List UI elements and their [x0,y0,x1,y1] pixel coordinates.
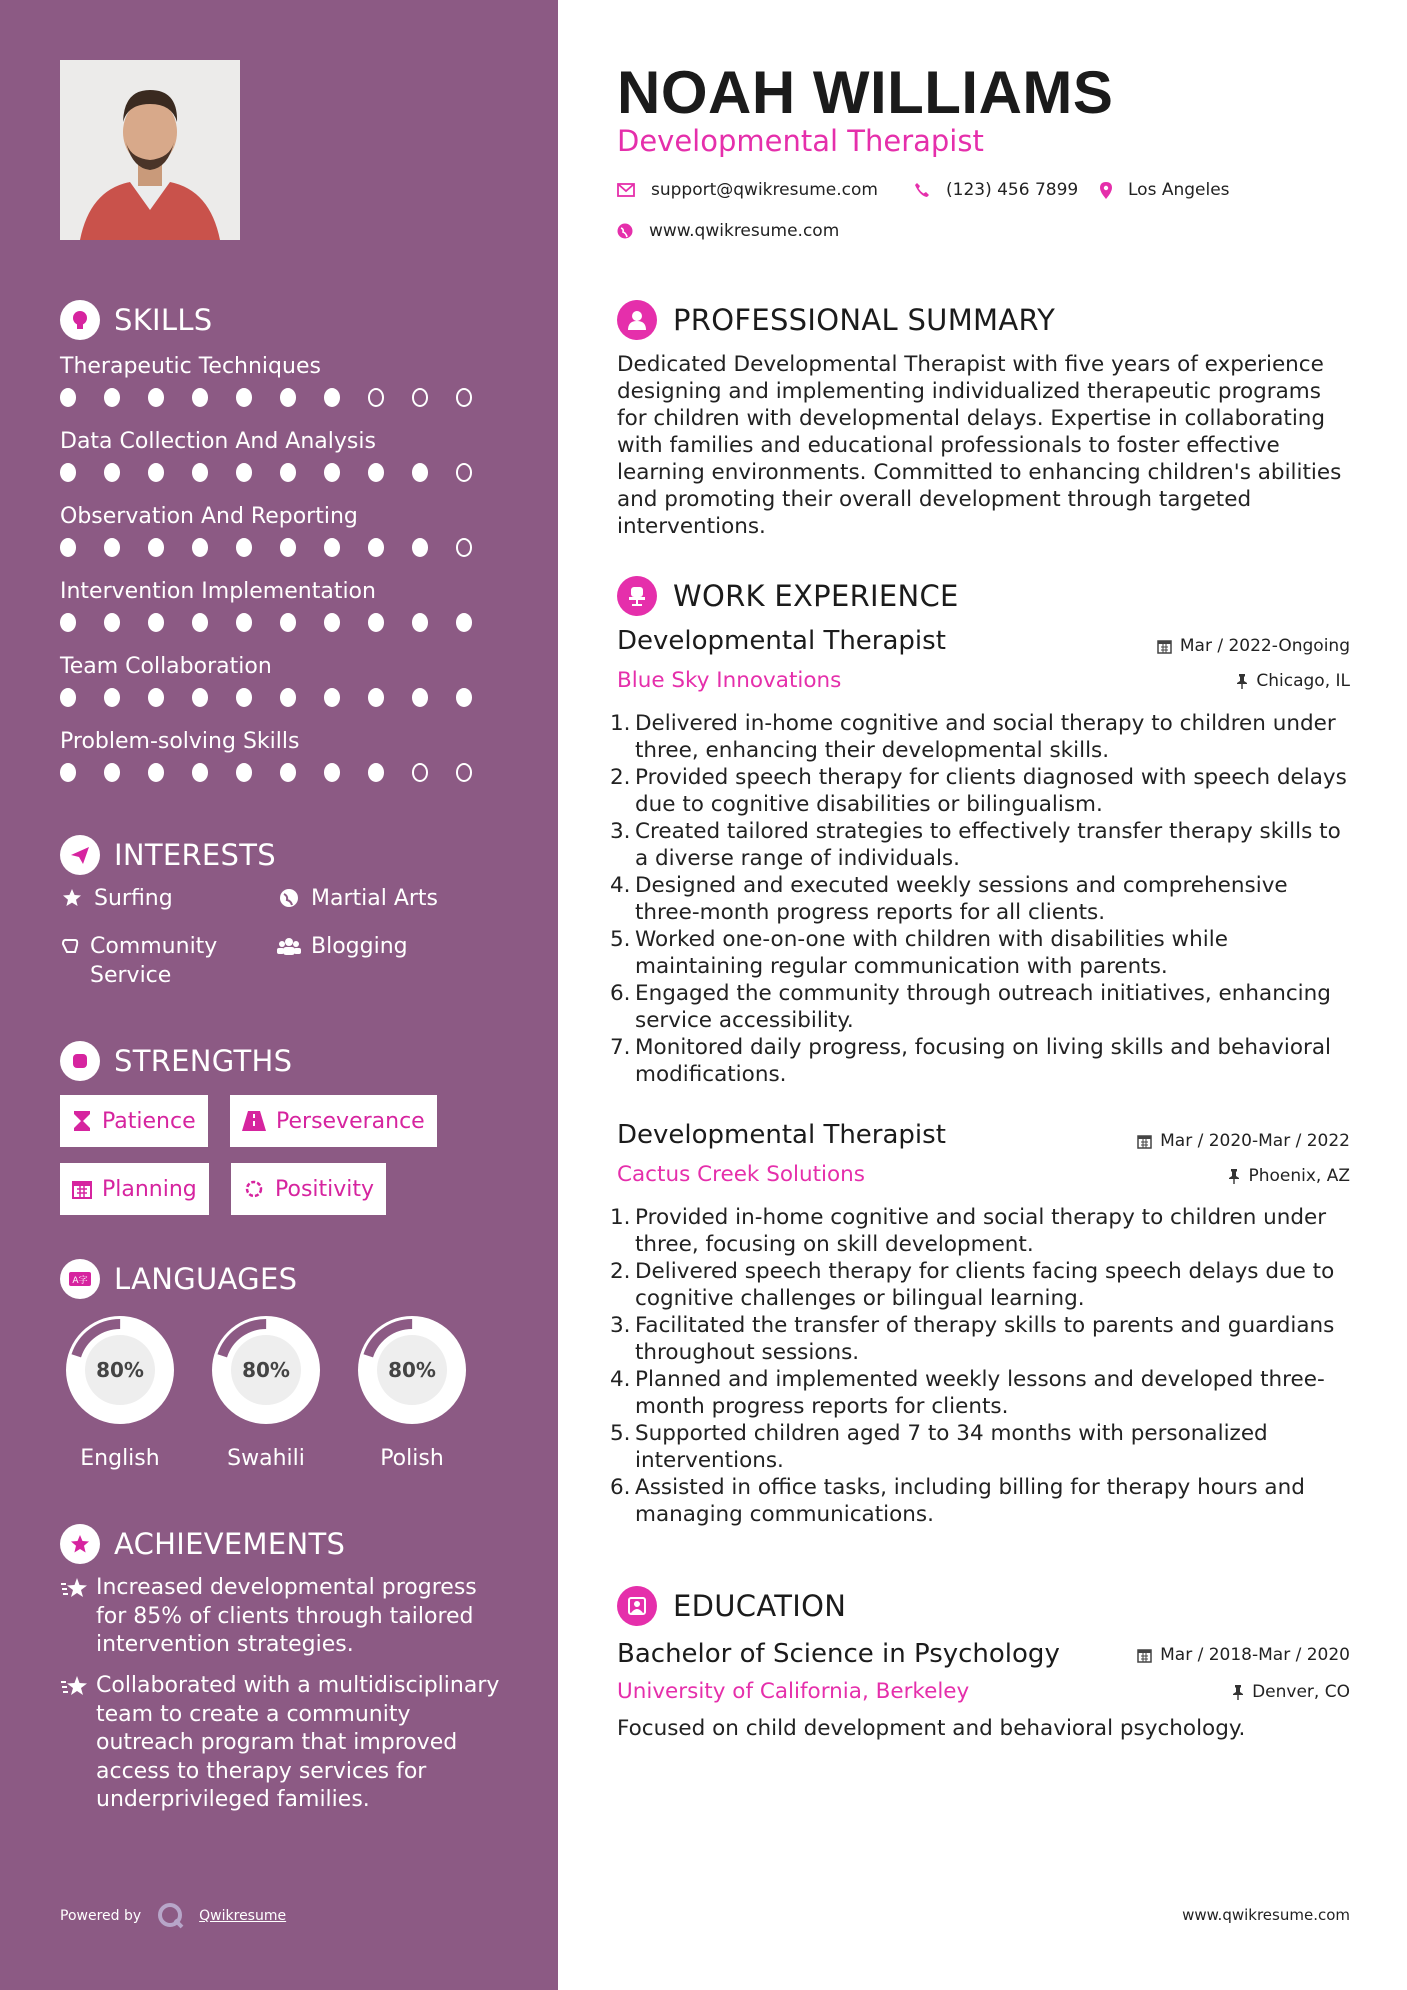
language-icon [60,1259,100,1299]
bullet-number: 3. [610,819,631,844]
bullet-number: 6. [610,981,631,1006]
rating-dot-empty [456,538,472,557]
rating-dot-filled [280,688,296,707]
bullet-text: Provided speech therapy for clients diagnosed with speech delays due to cognitive disabilities or bilingualism. [635,765,1347,817]
skill-item [60,352,500,407]
lightbulb-icon [60,300,100,340]
rating-dot-empty [368,388,384,407]
rating-dot-filled [412,688,428,707]
bullet-number: 3. [610,1313,631,1338]
bullet-number: 5. [610,1421,631,1446]
calendar-icon [1157,639,1172,654]
bullet-number: 7. [610,1035,631,1060]
bullet-item [610,818,1350,872]
rating-dot-filled [368,763,384,782]
skill-rating [60,613,500,632]
bullet-text: Supported children aged 7 to 34 months with personalized interventions. [635,1421,1268,1473]
rating-dot-filled [104,538,120,557]
rating-dot-filled [236,538,252,557]
skill-item [60,502,500,557]
strength-tag: Planning [60,1163,209,1215]
strengths-title: STRENGTHS [114,1044,293,1078]
language-name: Swahili [227,1446,305,1471]
job-location: Chicago, IL [1236,671,1350,691]
job-location: Phoenix, AZ [1228,1166,1350,1186]
skill-rating [60,388,500,407]
rating-dot-filled [280,538,296,557]
language-gauge [204,1308,328,1432]
language-item [350,1308,474,1471]
contact-website[interactable]: www.qwikresume.com [617,221,839,241]
qwikresume-link[interactable]: Qwikresume [199,1908,287,1924]
skills-heading [60,299,213,341]
language-name: English [80,1446,160,1471]
skill-rating [60,763,500,782]
language-percent: 80% [388,1358,436,1382]
bullet-number: 1. [610,711,631,736]
rating-dot-filled [236,463,252,482]
rating-dot-filled [280,463,296,482]
rating-dot-filled [236,763,252,782]
language-percent: 80% [96,1358,144,1382]
rating-dot-filled [236,388,252,407]
bullet-text: Worked one-on-one with children with disabilities while maintaining regular communication with parents. [635,927,1228,979]
strength-tag: Positivity [231,1163,386,1215]
bullet-item [610,980,1350,1034]
rating-dot-filled [192,538,208,557]
summary-text: Dedicated Developmental Therapist with five years of experience designing and implementing individualized therapeutic programs for children with developmental delays. Expertise in collaborating with families and educational professionals to foster effective learning environments. Committed to enhancing children's abilities and promoting their overall development through targeted interventions. [617,352,1342,539]
bullet-text: Engaged the community through outreach initiatives, enhancing service accessibility. [635,981,1331,1033]
rating-dot-filled [368,538,384,557]
strength-tag: Perseverance [230,1095,437,1147]
pushpin-icon [1232,1684,1244,1700]
bullet-text: Delivered in-home cognitive and social therapy to children under three, enhancing their developmental skills. [635,711,1336,763]
contact-phone[interactable]: (123) 456 7899 [914,180,1078,200]
profile-photo [60,60,240,240]
skills-title: SKILLS [114,303,213,337]
rating-dot-filled [60,688,76,707]
rating-dot-filled [148,463,164,482]
candidate-title: Developmental Therapist [617,124,984,158]
bullet-item [610,926,1350,980]
rating-dot-filled [104,763,120,782]
education-degree: Bachelor of Science in Psychology [617,1639,1060,1669]
rating-dot-filled [324,388,340,407]
languages-heading [60,1258,297,1300]
education-description: Focused on child development and behavioral psychology. [617,1716,1246,1741]
job-bullets [610,710,1350,1088]
bullet-text: Delivered speech therapy for clients facing speech delays due to cognitive challenges or bilingual learning. [635,1259,1335,1311]
achievements-title: ACHIEVEMENTS [114,1527,346,1561]
bullet-item [610,1034,1350,1088]
bullet-text: Facilitated the transfer of therapy skills to parents and guardians throughout sessions. [635,1313,1335,1365]
skill-name: Team Collaboration [60,654,272,679]
rating-dot-filled [192,763,208,782]
achievement-item: Collaborated with a multidisciplinary team to create a community outreach program that improved access to therapy services for underprivileged families. [60,1672,500,1815]
rating-dot-filled [324,538,340,557]
rating-dot-filled [104,388,120,407]
rating-dot-filled [104,613,120,632]
star-burst-icon [60,1574,96,1660]
bullet-item [610,1258,1350,1312]
bullet-number: 4. [610,873,631,898]
skill-item [60,727,500,782]
rating-dot-filled [192,688,208,707]
user-icon [617,300,657,340]
calendar-icon [1137,1134,1152,1149]
bullet-text: Monitored daily progress, focusing on living skills and behavioral modifications. [635,1035,1331,1087]
bullet-text: Provided in-home cognitive and social therapy to children under three, focusing on skill development. [635,1205,1327,1257]
globe-icon [617,223,633,239]
job-dates: Mar / 2022-Ongoing [1157,636,1350,656]
interests-title: INTERESTS [114,838,276,872]
language-item [204,1308,328,1471]
experience-heading [617,576,959,616]
job-company: Cactus Creek Solutions [617,1162,866,1187]
language-gauge [350,1308,474,1432]
skill-item [60,652,500,707]
skill-name: Problem-solving Skills [60,729,300,754]
bullet-number: 2. [610,1259,631,1284]
interest-item: Surfing [60,884,173,913]
rating-dot-filled [60,388,76,407]
bullet-number: 1. [610,1205,631,1230]
graduation-icon [617,1586,657,1626]
rating-dot-filled [456,613,472,632]
job-dates: Mar / 2020-Mar / 2022 [1137,1131,1350,1151]
rating-dot-filled [456,688,472,707]
summary-title: PROFESSIONAL SUMMARY [673,303,1056,337]
bullet-text: Designed and executed weekly sessions and comprehensive three-month progress reports for all clients. [635,873,1288,925]
education-heading [617,1586,846,1626]
rating-dot-empty [412,763,428,782]
achievement-item: Increased developmental progress for 85% of clients through tailored intervention strategies. [60,1574,500,1660]
pushpin-icon [1228,1168,1240,1184]
calendar-icon [72,1179,92,1199]
bullet-text: Planned and implemented weekly lessons and developed three-month progress reports for clients. [635,1367,1325,1419]
education-location: Denver, CO [1232,1682,1350,1702]
calendar-icon [1137,1648,1152,1663]
education-dates: Mar / 2018-Mar / 2020 [1137,1645,1350,1665]
rating-dot-filled [324,763,340,782]
star-burst-icon [60,1672,96,1815]
bullet-item [610,1204,1350,1258]
rating-dot-filled [280,763,296,782]
rating-dot-empty [412,388,428,407]
candidate-name: NOAH WILLIAMS [617,59,1114,126]
job-title: Developmental Therapist [617,1120,946,1150]
languages-title: LANGUAGES [114,1262,298,1296]
bullet-number: 5. [610,927,631,952]
language-gauge [58,1308,182,1432]
rating-dot-filled [104,463,120,482]
rating-dot-filled [104,688,120,707]
skill-rating [60,688,500,707]
rating-dot-filled [236,688,252,707]
phone-icon [914,182,930,198]
strengths-heading [60,1040,292,1082]
rating-dot-filled [148,388,164,407]
rating-dot-filled [412,463,428,482]
hourglass-icon [72,1110,92,1132]
rating-dot-filled [60,613,76,632]
rating-dot-filled [368,688,384,707]
bullet-number: 2. [610,765,631,790]
skill-name: Data Collection And Analysis [60,429,376,454]
bullet-item [610,1366,1350,1420]
fist-icon [60,1041,100,1081]
rating-dot-filled [192,613,208,632]
bullet-number: 6. [610,1475,631,1500]
svg-text:A字: A字 [72,1276,88,1286]
rating-dot-filled [60,538,76,557]
skill-rating [60,463,500,482]
bullet-item [610,872,1350,926]
hand-icon [60,932,80,956]
rating-dot-filled [60,763,76,782]
footer-url[interactable]: www.qwikresume.com [1182,1906,1350,1924]
skill-name: Intervention Implementation [60,579,376,604]
star-icon [60,884,84,908]
achievements-heading [60,1523,345,1565]
briefcase-chair-icon [617,576,657,616]
users-icon [277,932,301,956]
job-company: Blue Sky Innovations [617,668,842,693]
bullet-text: Assisted in office tasks, including billing for therapy hours and managing communications. [635,1475,1305,1527]
contact-email[interactable]: support@qwikresume.com [617,180,878,200]
experience-title: WORK EXPERIENCE [673,579,959,613]
bullet-item [610,1474,1350,1528]
bullet-item [610,1420,1350,1474]
skill-name: Therapeutic Techniques [60,354,321,379]
sidebar [0,0,558,1990]
qwikresume-logo-icon [157,1902,185,1930]
summary-heading [617,300,1055,340]
rating-dot-filled [368,463,384,482]
rating-dot-filled [148,613,164,632]
globe-icon [277,884,301,908]
rating-dot-filled [60,463,76,482]
rating-dot-filled [368,613,384,632]
job-bullets [610,1204,1350,1528]
rating-dot-filled [280,613,296,632]
language-name: Polish [380,1446,444,1471]
rating-dot-filled [192,388,208,407]
paper-plane-icon [60,835,100,875]
sun-icon [243,1178,265,1200]
education-title: EDUCATION [673,1589,847,1623]
education-school: University of California, Berkeley [617,1679,970,1704]
job-title: Developmental Therapist [617,626,946,656]
skill-rating [60,538,500,557]
rating-dot-filled [324,688,340,707]
bullet-item [610,710,1350,764]
rating-dot-filled [148,688,164,707]
strength-tag: Patience [60,1095,208,1147]
rating-dot-filled [148,538,164,557]
contact-location: Los Angeles [1100,180,1230,200]
interests-heading [60,834,276,876]
rating-dot-filled [236,613,252,632]
skill-item [60,577,500,632]
map-pin-icon [1100,182,1112,199]
rating-dot-filled [324,463,340,482]
rating-dot-empty [456,763,472,782]
language-item [58,1308,182,1471]
rating-dot-empty [456,388,472,407]
rating-dot-filled [412,538,428,557]
pushpin-icon [1236,673,1248,689]
road-icon [242,1111,266,1131]
envelope-icon [617,183,635,197]
powered-by: Powered by Qwikresume [60,1902,286,1930]
rating-dot-empty [456,463,472,482]
rating-dot-filled [324,613,340,632]
rating-dot-filled [148,763,164,782]
interest-item: Blogging [277,932,408,961]
bullet-item [610,764,1350,818]
rating-dot-filled [412,613,428,632]
bullet-text: Created tailored strategies to effectively transfer therapy skills to a diverse range of individuals. [635,819,1341,871]
interest-item: Community Service [60,932,260,990]
bullet-item [610,1312,1350,1366]
trophy-star-icon [60,1524,100,1564]
skill-name: Observation And Reporting [60,504,358,529]
skill-item [60,427,500,482]
rating-dot-filled [280,388,296,407]
language-percent: 80% [242,1358,290,1382]
bullet-number: 4. [610,1367,631,1392]
rating-dot-filled [192,463,208,482]
interest-item: Martial Arts [277,884,438,913]
